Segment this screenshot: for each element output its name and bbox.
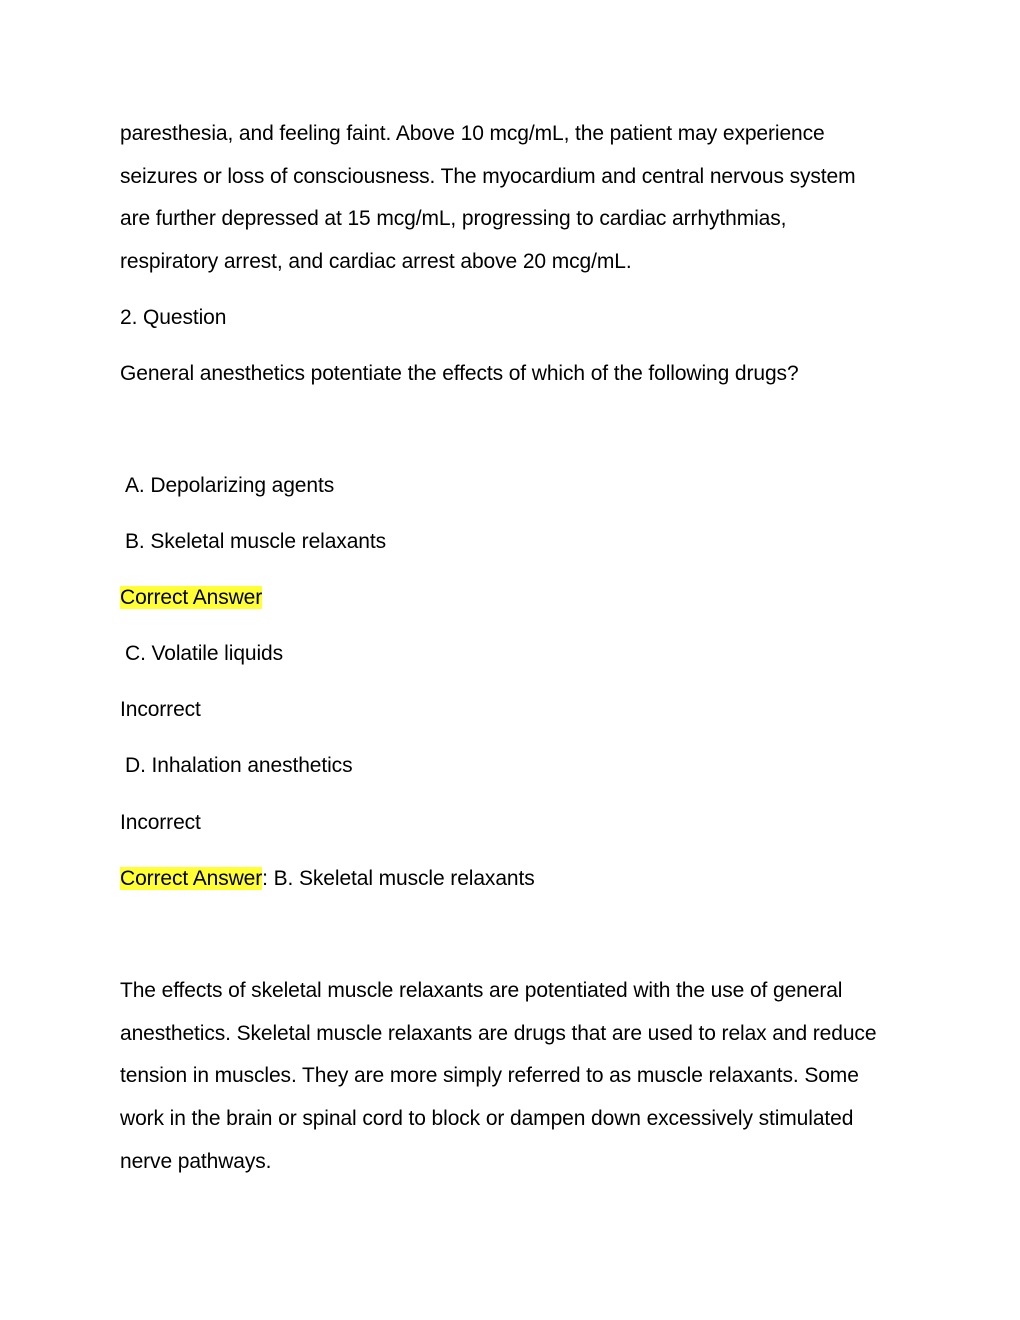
intro-line-4: respiratory arrest, and cardiac arrest above 20 mcg/mL. [120,250,632,273]
option-b-feedback [120,584,262,612]
explanation-line-3: tension in muscles. They are more simply referred to as muscle relaxants. Some [120,1064,859,1087]
correct-answer-highlight: Correct Answer [120,586,263,609]
answer-prefix-highlight: Correct Answer [120,867,263,890]
explanation-line-5: nerve pathways. [120,1150,272,1173]
option-c-feedback: Incorrect [120,698,201,721]
intro-line-1: paresthesia, and feeling faint. Above 10 mcg/mL, the patient may experience [120,122,825,145]
explanation-line-2: anesthetics. Skeletal muscle relaxants are drugs that are used to relax and reduce [120,1022,877,1045]
question-number: 2. Question [120,306,227,329]
explanation-line-4: work in the brain or spinal cord to block or dampen down excessively stimulated [120,1107,854,1130]
answer-line [120,865,535,893]
option-c: C. Volatile liquids [125,642,284,665]
option-a: A. Depolarizing agents [125,474,335,497]
answer-value: : B. Skeletal muscle relaxants [262,867,535,890]
intro-line-3: are further depressed at 15 mcg/mL, progressing to cardiac arrhythmias, [120,207,787,230]
option-b: B. Skeletal muscle relaxants [125,530,386,553]
question-text: General anesthetics potentiate the effects of which of the following drugs? [120,362,799,385]
option-d: D. Inhalation anesthetics [125,754,353,777]
intro-line-2: seizures or loss of consciousness. The myocardium and central nervous system [120,165,856,188]
explanation-line-1: The effects of skeletal muscle relaxants are potentiated with the use of general [120,979,843,1002]
option-d-feedback: Incorrect [120,811,201,834]
